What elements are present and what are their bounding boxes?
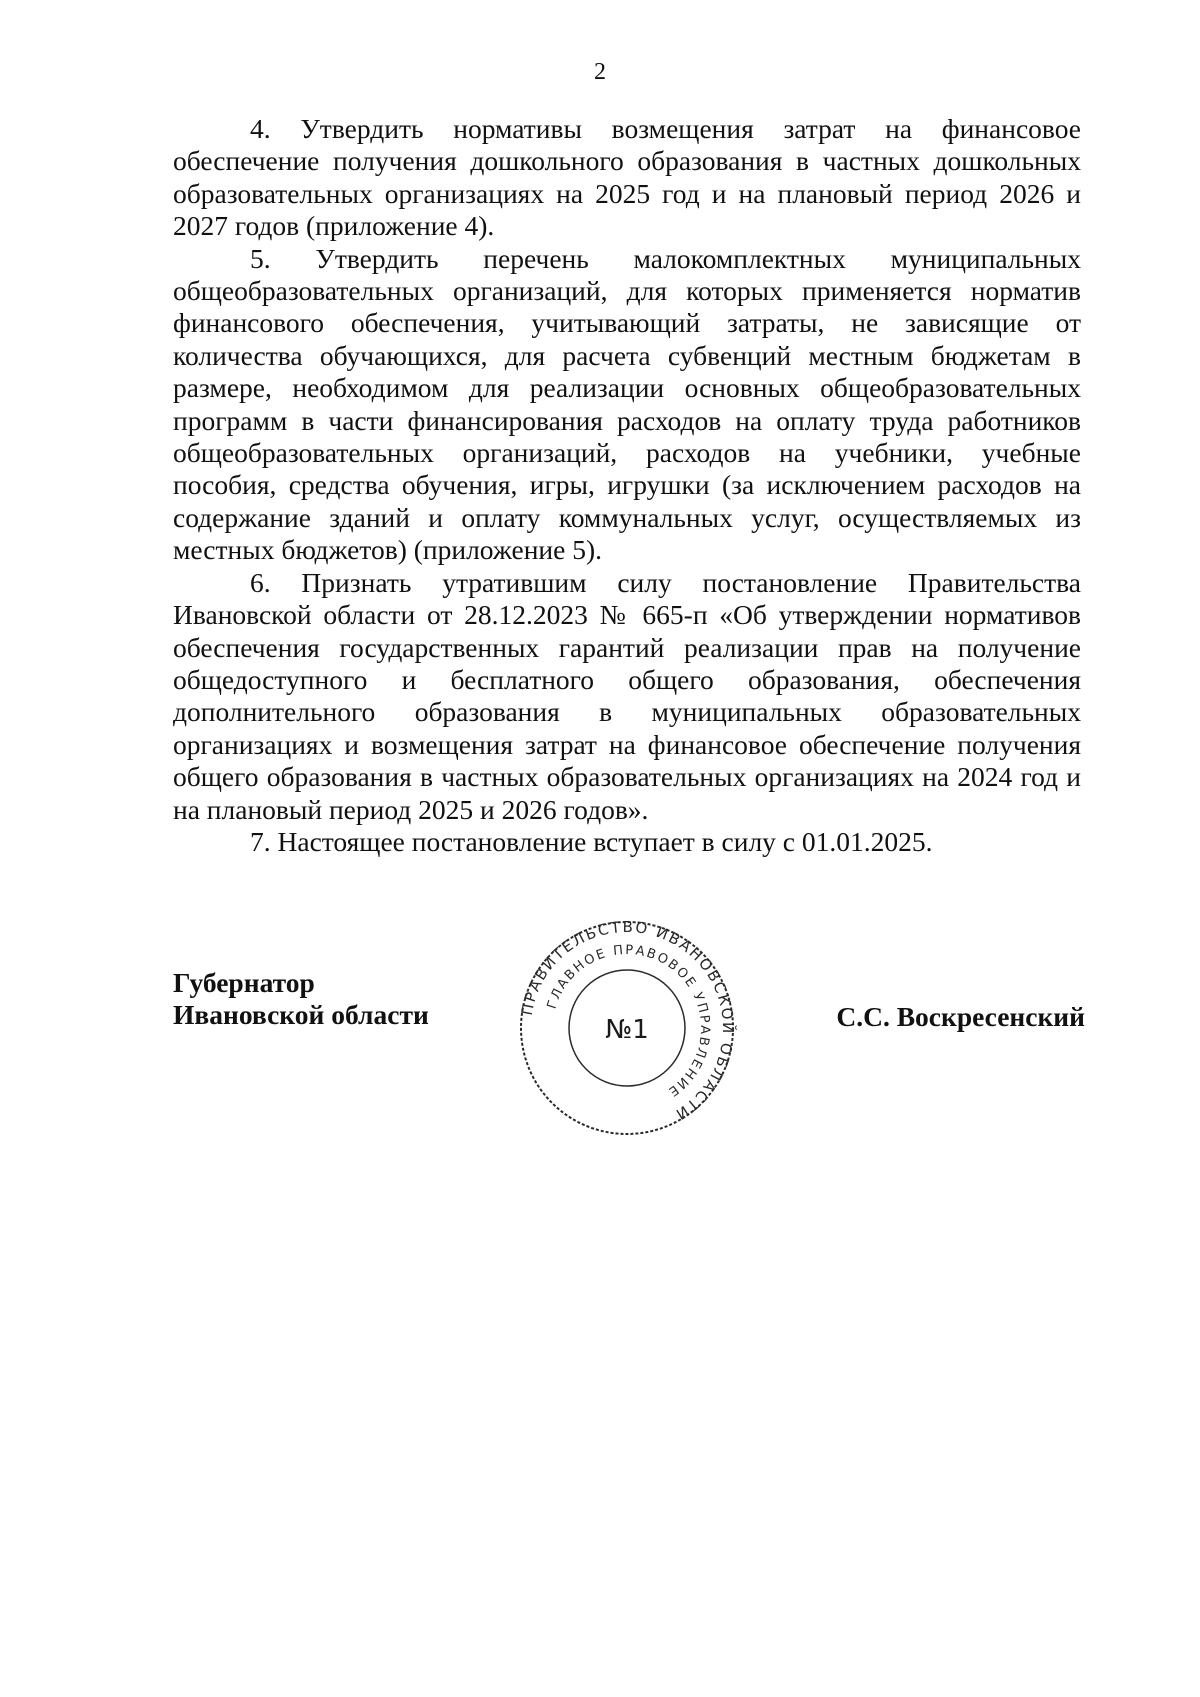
signatory-title-line1: Губернатор xyxy=(173,967,315,998)
seal-inner-text: ГЛАВНОЕ ПРАВОВОЕ УПРАВЛЕНИЕ xyxy=(544,942,713,1100)
signatory-title xyxy=(173,967,429,1032)
official-seal xyxy=(517,918,737,1138)
page-number: 2 xyxy=(594,59,606,85)
seal-graphic xyxy=(517,918,737,1138)
paragraph-6: 6. Признать утратившим силу постановление Правительства Ивановской области от 28.12.2023 № 665-п «Об утверждении нормативов обеспечения государственных гарантий реализации прав на получение общедоступного и бесплатного общего образования, обеспечения дополнительного образования в муниципальных образовательных организациях и возмещения затрат на финансовое обеспечение получения общего образования в частных образовательных организациях на 2024 год и на плановый период 2025 и 2026 годов». xyxy=(173,566,1081,825)
signatory-name: С.С. Воскресенский xyxy=(836,1001,1085,1032)
signatory-title-line2: Ивановской области xyxy=(173,999,429,1031)
paragraph-7: 7. Настоящее постановление вступает в силу с 01.01.2025. xyxy=(250,825,933,857)
paragraph-4: 4. Утвердить нормативы возмещения затрат на финансовое обеспечение получения дошкольного образования в частных дошкольных образовательных организациях на 2025 год и на плановый период 2026 и 2027 годов (приложение 4). xyxy=(173,113,1081,242)
seal-center-text: №1 xyxy=(605,1015,649,1045)
document-body xyxy=(173,113,1081,858)
seal-outer-text: ПРАВИТЕЛЬСТВО ИВАНОВСКОЙ ОБЛАСТИ xyxy=(517,918,737,1125)
paragraph-5: 5. Утвердить перечень малокомплектных муниципальных общеобразовательных организаций, для которых применяется норматив финансового обеспечения, учитывающий затраты, не зависящие от количества обучающихся, для расчета субвенций местным бюджетам в размере, необходимом для реализации основных общеобразовательных программ в части финансирования расходов на оплату труда работников общеобразовательных организаций, расходов на учебники, учебные пособия, средства обучения, игры, игрушки (за исключением расходов на содержание зданий и оплату коммунальных услуг, осуществляемых из местных бюджетов) (приложение 5). xyxy=(173,242,1081,566)
